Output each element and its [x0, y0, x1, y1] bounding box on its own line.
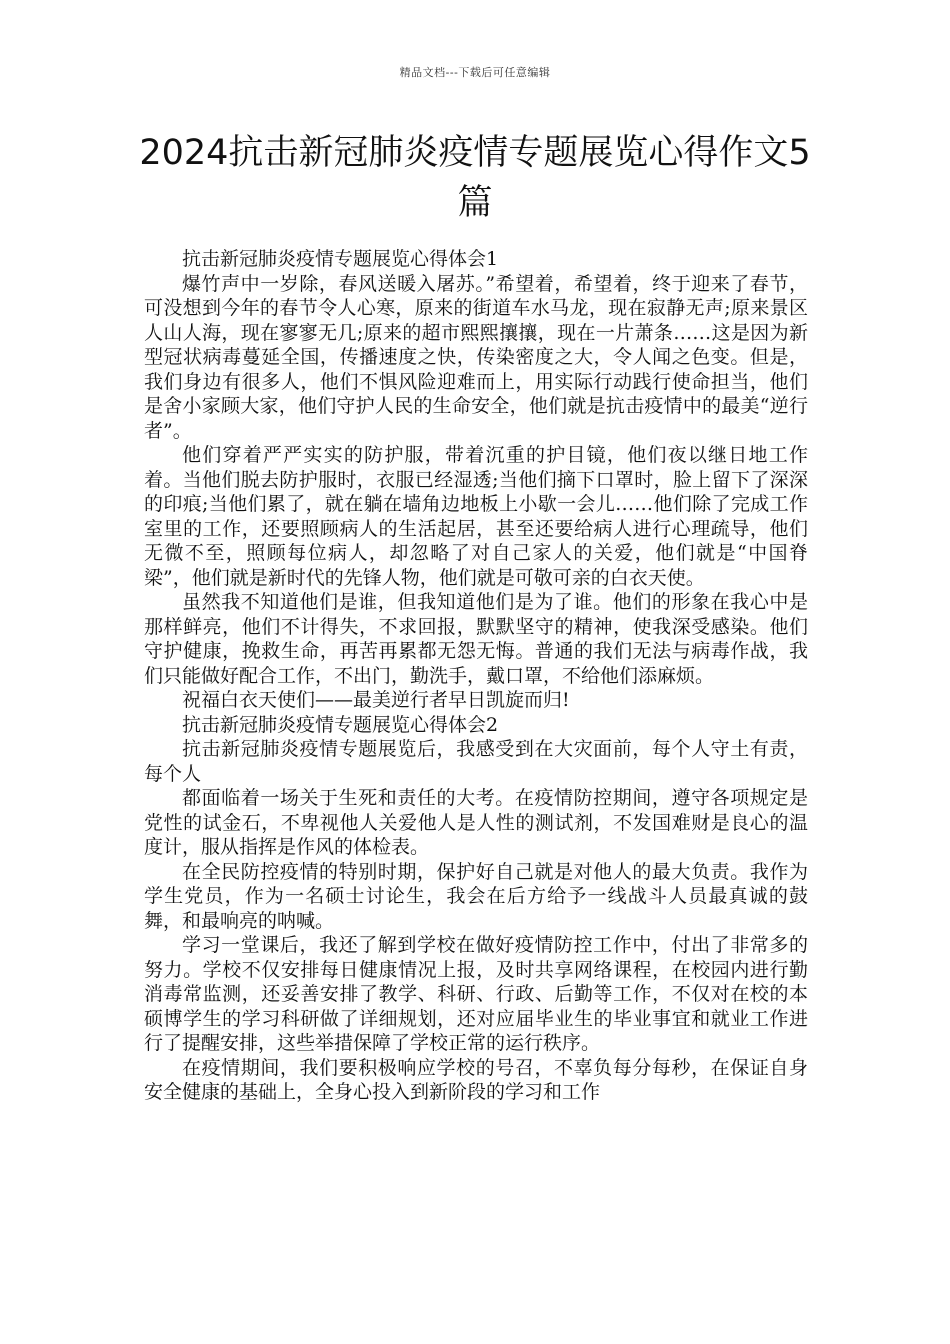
document-title: 2024抗击新冠肺炎疫情专题展览心得作文5篇 [139, 133, 811, 223]
paragraph: 祝福白衣天使们——最美逆行者早日凯旋而归! [182, 689, 570, 711]
paragraph: 他们穿着严严实实的防护服，带着沉重的护目镜，他们夜以继日地工作着。当他们脱去防护服时，衣服已经湿透;当他们摘下口罩时，脸上留下了深深的印痕;当他们累了，就在躺在墙角边地板上小歇一会儿……他们除了完成工作室里的工作，还要照顾病人的生活起居，甚至还要给病人进行心理疏导，他们无微不至，照顾每位病人，却忽略了对自己家人的关爱，他们就是“中国脊梁”，他们就是新时代的先锋人物，他们就是可敬可亲的白衣天使。 [144, 444, 808, 589]
header-note: 精品文档---下载后可任意编辑 [399, 66, 551, 79]
paragraph: 在疫情期间，我们要积极响应学校的号召，不辜负每分每秒，在保证自身安全健康的基础上，全身心投入到新阶段的学习和工作 [144, 1056, 808, 1103]
paragraph: 在全民防控疫情的特别时期，保护好自己就是对他人的最大负责。我作为学生党员，作为一名硕士讨论生，我会在后方给予一线战斗人员最真诚的鼓舞，和最响亮的呐喊。 [144, 860, 808, 932]
paragraph: 爆竹声中一岁除，春风送暖入屠苏。”希望着，希望着，终于迎来了春节，可没想到今年的春节令人心寒，原来的街道车水马龙，现在寂静无声;原来景区人山人海，现在寥寥无几;原来的超市熙熙攘攘，现在一片萧条……这是因为新型冠状病毒蔓延全国，传播速度之快，传染密度之大，令人闻之色变。但是，我们身边有很多人，他们不惧风险迎难而上，用实际行动践行使命担当，他们是舍小家顾大家，他们守护人民的生命安全，他们就是抗击疫情中的最美“逆行者”。 [144, 272, 808, 442]
paragraph: 都面临着一场关于生死和责任的大考。在疫情防控期间，遵守各项规定是党性的试金石，不卑视他人关爱他人是人性的测试剂，不发国难财是良心的温度计，服从指挥是作风的体检表。 [144, 787, 808, 858]
section-heading-1: 抗击新冠肺炎疫情专题展览心得体会1 [182, 248, 499, 270]
document-body [144, 247, 808, 1105]
section-heading-2: 抗击新冠肺炎疫情专题展览心得体会2 [182, 713, 499, 736]
paragraph: 抗击新冠肺炎疫情专题展览后，我感受到在大灾面前，每个人守土有责，每个人 [144, 738, 808, 785]
paragraph: 虽然我不知道他们是谁，但我知道他们是为了谁。他们的形象在我心中是那样鲜亮，他们不计得失，不求回报，默默坚守的精神，使我深受感染。他们守护健康，挽救生命，再苦再累都无怨无悔。普通的我们无法与病毒作战，我们只能做好配合工作，不出门，勤洗手，戴口罩，不给他们添麻烦。 [144, 591, 808, 687]
paragraph: 学习一堂课后，我还了解到学校在做好疫情防控工作中，付出了非常多的努力。学校不仅安排每日健康情况上报，及时共享网络课程，在校园内进行勤消毒常监测，还妥善安排了教学、科研、行政、后勤等工作，不仅对在校的本硕博学生的学习科研做了详细规划，还对应届毕业生的毕业事宜和就业工作进行了提醒安排，这些举措保障了学校正常的运行秩序。 [144, 934, 808, 1054]
